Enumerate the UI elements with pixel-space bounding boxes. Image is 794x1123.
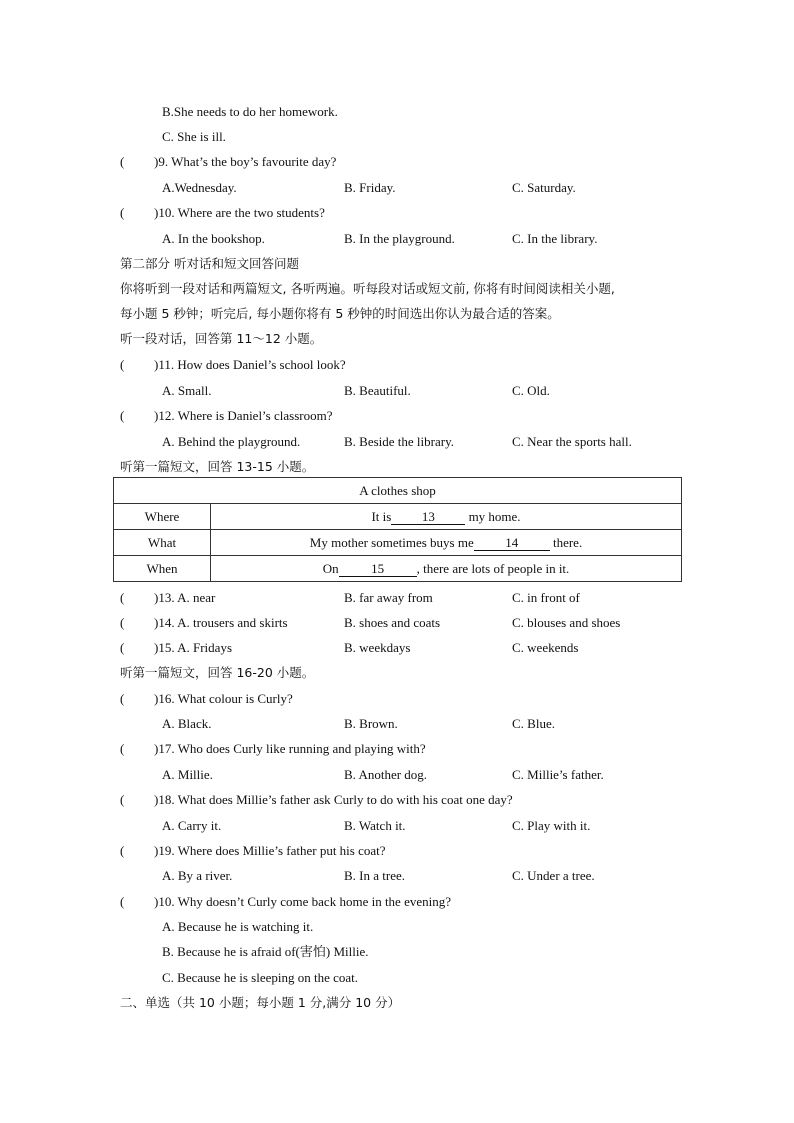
q20-option-b: B. Because he is afraid of(害怕) Millie.	[162, 944, 369, 959]
row-text-post: , there are lots of people in it.	[416, 560, 570, 576]
q20-option-a: A. Because he is watching it.	[162, 919, 314, 934]
row-label: What	[114, 530, 211, 556]
blank-14[interactable]: 14	[474, 536, 550, 551]
answer-paren-13: (	[120, 590, 125, 605]
answer-paren-18: (	[120, 792, 125, 807]
table-title: A clothes shop	[114, 478, 682, 504]
answer-paren-11: (	[120, 357, 125, 372]
row-content	[211, 504, 682, 530]
question-20: )10. Why doesn’t Curly come back home in the evening?	[154, 894, 452, 909]
dialog-heading: 听一段对话，回答第 11～12 小题。	[120, 331, 323, 346]
row-text-pre: My mother sometimes buys me	[309, 534, 474, 550]
passage1-heading: 听第一篇短文，回答 13-15 小题。	[120, 459, 315, 474]
q10-option-c: C. In the library.	[512, 231, 598, 246]
q16-option-c: C. Blue.	[512, 716, 555, 731]
clothes-shop-table	[113, 477, 682, 582]
question-18: )18. What does Millie’s father ask Curly to do with his coat one day?	[154, 792, 513, 807]
q17-option-c: C. Millie’s father.	[512, 767, 604, 782]
q11-option-b: B. Beautiful.	[344, 383, 411, 398]
part2-instructions-2: 每小题 5 秒钟；听完后, 每小题你将有 5 秒钟的时间选出你认为最合适的答案。	[120, 306, 560, 321]
q10-option-b: B. In the playground.	[344, 231, 455, 246]
q14-option-b: B. shoes and coats	[344, 615, 441, 630]
row-text-post: my home.	[465, 508, 521, 524]
row-text-post: there.	[549, 534, 583, 550]
q19-option-c: C. Under a tree.	[512, 868, 595, 883]
q18-option-c: C. Play with it.	[512, 818, 591, 833]
table-row	[114, 504, 682, 530]
answer-paren-12: (	[120, 408, 125, 423]
q17-option-a: A. Millie.	[162, 767, 213, 782]
table-row	[114, 530, 682, 556]
row-text-pre: It is	[371, 508, 392, 524]
q9-option-c: C. Saturday.	[512, 180, 576, 195]
option-b-prev: B.She needs to do her homework.	[162, 104, 338, 119]
answer-paren-20: (	[120, 894, 125, 909]
answer-paren-10: (	[120, 205, 125, 220]
question-13: )13. A. near	[154, 590, 216, 605]
q19-option-b: B. In a tree.	[344, 868, 406, 883]
q17-option-b: B. Another dog.	[344, 767, 428, 782]
row-content	[211, 556, 682, 582]
passage2-heading: 听第一篇短文，回答 16-20 小题。	[120, 665, 315, 680]
question-10: )10. Where are the two students?	[154, 205, 325, 220]
q18-option-b: B. Watch it.	[344, 818, 406, 833]
blank-13[interactable]: 13	[391, 510, 465, 525]
question-19: )19. Where does Millie’s father put his coat?	[154, 843, 386, 858]
q12-option-b: B. Beside the library.	[344, 434, 454, 449]
table-row	[114, 556, 682, 582]
answer-paren-17: (	[120, 741, 125, 756]
q12-option-a: A. Behind the playground.	[162, 434, 301, 449]
section2-heading: 二、单选（共 10 小题；每小题 1 分,满分 10 分）	[120, 995, 401, 1010]
row-label: Where	[114, 504, 211, 530]
question-12: )12. Where is Daniel’s classroom?	[154, 408, 333, 423]
q13-option-c: C. in front of	[512, 590, 580, 605]
q11-option-a: A. Small.	[162, 383, 212, 398]
part2-instructions-1: 你将听到一段对话和两篇短文, 各听两遍。听每段对话或短文前, 你将有时间阅读相关小题,	[120, 281, 615, 296]
q9-option-a: A.Wednesday.	[162, 180, 237, 195]
part2-heading: 第二部分 听对话和短文回答问题	[120, 256, 299, 271]
question-16: )16. What colour is Curly?	[154, 691, 293, 706]
answer-paren-14: (	[120, 615, 125, 630]
answer-paren-15: (	[120, 640, 125, 655]
answer-paren-19: (	[120, 843, 125, 858]
q16-option-b: B. Brown.	[344, 716, 398, 731]
row-text-pre: On	[322, 560, 339, 576]
question-17: )17. Who does Curly like running and playing with?	[154, 741, 426, 756]
q12-option-c: C. Near the sports hall.	[512, 434, 632, 449]
q15-option-b: B. weekdays	[344, 640, 411, 655]
q19-option-a: A. By a river.	[162, 868, 233, 883]
answer-paren-16: (	[120, 691, 125, 706]
q16-option-a: A. Black.	[162, 716, 212, 731]
blank-15[interactable]: 15	[339, 562, 417, 577]
q9-option-b: B. Friday.	[344, 180, 396, 195]
question-9: )9. What’s the boy’s favourite day?	[154, 154, 337, 169]
q20-option-c: C. Because he is sleeping on the coat.	[162, 970, 359, 985]
question-15: )15. A. Fridays	[154, 640, 232, 655]
q15-option-c: C. weekends	[512, 640, 579, 655]
row-content	[211, 530, 682, 556]
option-c-prev: C. She is ill.	[162, 129, 226, 144]
q10-option-a: A. In the bookshop.	[162, 231, 265, 246]
row-label: When	[114, 556, 211, 582]
q13-option-b: B. far away from	[344, 590, 433, 605]
question-14: )14. A. trousers and skirts	[154, 615, 288, 630]
answer-paren-9: (	[120, 154, 125, 169]
q14-option-c: C. blouses and shoes	[512, 615, 621, 630]
q11-option-c: C. Old.	[512, 383, 550, 398]
q18-option-a: A. Carry it.	[162, 818, 222, 833]
question-11: )11. How does Daniel’s school look?	[154, 357, 346, 372]
